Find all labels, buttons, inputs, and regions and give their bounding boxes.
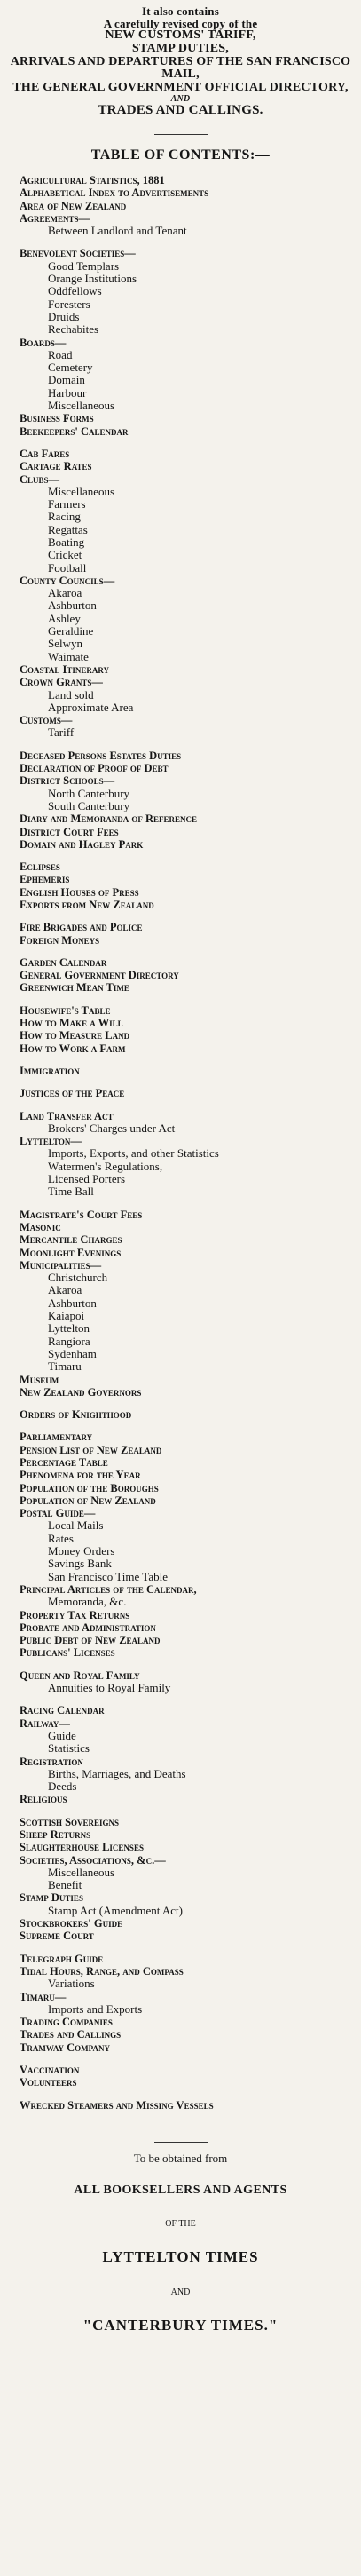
toc-subentry: Money Orders	[48, 1544, 115, 1558]
toc-group	[20, 1004, 352, 1055]
toc-subentry: Akaroa	[48, 586, 82, 600]
toc-subentry: Rechabites	[48, 322, 99, 337]
toc-group	[20, 860, 352, 911]
toc-subentry: Rates	[48, 1531, 74, 1545]
toc-group	[20, 1110, 352, 1199]
toc-entry: Orders of Knighthood	[20, 1408, 132, 1422]
toc-entry: Queen and Royal Family	[20, 1668, 140, 1682]
header-block	[9, 5, 352, 118]
toc-entry: Justices of the Peace	[20, 1087, 125, 1100]
header-line: It also contains	[142, 4, 219, 18]
toc-entry: Religious	[20, 1793, 67, 1806]
footer-and: AND	[170, 2287, 191, 2297]
toc-subentry: Ashley	[48, 611, 81, 625]
toc-entry: Area of New Zealand	[20, 199, 127, 212]
toc-entry: English Houses of Press	[20, 885, 139, 899]
toc-entry: Supreme Court	[20, 1930, 94, 1943]
toc-entry: Housewife's Table	[20, 1003, 111, 1017]
toc-subentry: Timaru	[48, 1359, 82, 1374]
toc-entry: Registration	[20, 1755, 83, 1768]
toc-subentry: Local Mails	[48, 1518, 104, 1533]
toc-subentry: Good Templars	[48, 258, 120, 273]
toc-group	[20, 1065, 352, 1077]
toc-subentry: Births, Marriages, and Deaths	[48, 1766, 186, 1780]
toc-entry: Fire Brigades and Police	[20, 921, 143, 934]
toc-subentry: North Canterbury	[48, 786, 130, 800]
toc-subentry: Racing	[48, 510, 81, 524]
toc-subentry: Land sold	[48, 687, 94, 701]
toc-entry: Ephemeris	[20, 873, 70, 886]
toc-entry: Public Debt of New Zealand	[20, 1634, 161, 1647]
toc-entry: Coastal Itinerary	[20, 662, 110, 676]
toc-entry: Pension List of New Zealand	[20, 1443, 162, 1456]
toc-entry: Population of the Boroughs	[20, 1481, 159, 1494]
toc-entry: Racing Calendar	[20, 1704, 105, 1717]
toc-subentry: Approximate Area	[48, 700, 134, 714]
toc-entry: Vaccination	[20, 2064, 80, 2077]
toc-subentry: Miscellaneous	[48, 399, 115, 413]
toc-subentry: Cemetery	[48, 361, 93, 375]
toc-entry: Clubs—	[20, 472, 60, 486]
toc-entry: How to Work a Farm	[20, 1042, 126, 1055]
toc-subentry: Savings Bank	[48, 1557, 112, 1571]
toc-entry: District Court Fees	[20, 825, 119, 838]
table-of-contents	[20, 174, 352, 2112]
toc-subentry: Brokers' Charges under Act	[48, 1121, 176, 1135]
footer-booksellers: ALL BOOKSELLERS AND AGENTS	[74, 2183, 287, 2197]
toc-subentry: Between Landlord and Tenant	[48, 224, 187, 238]
footer-paper-canterbury: "CANTERBURY TIMES."	[82, 2316, 279, 2334]
toc-entry: Benevolent Societies—	[20, 247, 136, 260]
toc-subentry: Miscellaneous	[48, 1865, 115, 1879]
toc-subentry: Benefit	[48, 1878, 82, 1892]
toc-entry: Railway—	[20, 1716, 70, 1730]
toc-entry: Sheep Returns	[20, 1828, 91, 1841]
toc-entry: District Schools—	[20, 774, 115, 788]
header-line: A carefully revised copy of the	[103, 16, 258, 30]
toc-entry: Societies, Associations, &c.—	[20, 1853, 166, 1867]
toc-entry: Phenomena for the Year	[20, 1469, 141, 1482]
toc-group	[20, 1953, 352, 2054]
toc-group	[20, 1669, 352, 1695]
toc-subentry: Road	[48, 347, 73, 361]
toc-subentry: Imports, Exports, and other Statistics	[48, 1146, 219, 1161]
toc-subentry: Guide	[48, 1728, 76, 1742]
toc-group	[20, 1408, 352, 1421]
toc-entry: Moonlight Evenings	[20, 1246, 122, 1259]
toc-entry: Masonic	[20, 1220, 61, 1233]
toc-entry: Agreements—	[20, 211, 90, 225]
toc-entry: Cab Fares	[20, 447, 70, 460]
toc-subentry: Lyttelton	[48, 1321, 90, 1336]
toc-entry: Crown Grants—	[20, 676, 103, 689]
toc-group	[20, 1431, 352, 1659]
toc-entry: Deceased Persons Estates Duties	[20, 749, 182, 762]
toc-subentry: Akaroa	[48, 1283, 82, 1297]
toc-entry: Telegraph Guide	[20, 1952, 104, 1965]
toc-group	[20, 174, 352, 237]
toc-entry: Boards—	[20, 336, 67, 349]
toc-subentry: Football	[48, 560, 87, 575]
toc-subentry: Time Ball	[48, 1185, 94, 1199]
toc-entry: How to Measure Land	[20, 1029, 130, 1042]
toc-subentry: Geraldine	[48, 624, 94, 638]
footer-paper-lyttelton: LYTTELTON TIMES	[102, 2247, 259, 2265]
toc-entry: Business Forms	[20, 412, 94, 425]
toc-subentry: Kaiapoi	[48, 1309, 85, 1323]
toc-entry: Garden Calendar	[20, 955, 107, 969]
toc-subentry: South Canterbury	[48, 798, 130, 812]
toc-entry: Beekeepers' Calendar	[20, 424, 129, 438]
toc-entry: Scottish Sovereigns	[20, 1815, 120, 1828]
toc-subentry: Regattas	[48, 522, 88, 536]
toc-subentry: Stamp Act (Amendment Act)	[48, 1903, 184, 1917]
toc-subentry: Druids	[48, 309, 80, 323]
toc-entry: Lyttelton—	[20, 1135, 82, 1148]
toc-subentry: Foresters	[48, 297, 90, 311]
footer-block	[9, 2142, 352, 2334]
toc-group	[20, 247, 352, 437]
toc-group	[20, 1209, 352, 1399]
toc-group	[20, 956, 352, 995]
toc-subentry: Orange Institutions	[48, 272, 137, 286]
toc-entry: Trades and Callings	[20, 2028, 122, 2041]
toc-entry: How to Make a Will	[20, 1017, 123, 1030]
divider	[154, 2142, 208, 2143]
toc-subentry: Rangiora	[48, 1334, 90, 1348]
toc-entry: Foreign Moneys	[20, 933, 100, 947]
toc-entry: Tidal Hours, Range, and Compass	[20, 1964, 184, 1978]
header-line: STAMP DUTIES,	[132, 41, 229, 55]
toc-title: TABLE OF CONTENTS:—	[90, 147, 271, 162]
toc-entry: Magistrate's Court Fees	[20, 1208, 143, 1221]
toc-entry: Greenwich Mean Time	[20, 981, 129, 995]
toc-subentry: Miscellaneous	[48, 484, 115, 498]
toc-entry: Wrecked Steamers and Missing Vessels	[20, 2098, 214, 2112]
toc-entry: Tramway Company	[20, 2041, 110, 2054]
toc-entry: Museum	[20, 1373, 59, 1386]
toc-entry: County Councils—	[20, 574, 115, 587]
toc-subentry: Watermen's Regulations,	[48, 1159, 163, 1173]
toc-subentry: Memoranda, &c.	[48, 1595, 127, 1609]
toc-entry: Municipalities—	[20, 1258, 102, 1272]
toc-subentry: Ashburton	[48, 598, 97, 613]
toc-subentry: Oddfellows	[48, 284, 102, 298]
toc-subentry: Licensed Porters	[48, 1172, 126, 1186]
toc-entry: Trading Companies	[20, 2016, 113, 2029]
toc-entry: New Zealand Governors	[20, 1385, 142, 1399]
toc-entry: Stockbrokers' Guide	[20, 1917, 123, 1930]
toc-entry: Eclipses	[20, 860, 60, 874]
toc-subentry: Sydenham	[48, 1346, 97, 1360]
toc-group	[20, 1704, 352, 1805]
toc-entry: Immigration	[20, 1064, 80, 1077]
toc-subentry: Domain	[48, 373, 85, 387]
toc-entry: Alphabetical Index to Advertisements	[20, 186, 209, 200]
toc-entry: Publicans' Licenses	[20, 1646, 115, 1660]
header-line: NEW CUSTOMS' TARIFF,	[105, 28, 256, 43]
toc-entry: Principal Articles of the Calendar,	[20, 1582, 197, 1596]
toc-subentry: Variations	[48, 1977, 95, 1991]
toc-group	[20, 1087, 352, 1099]
toc-subentry: Waimate	[48, 649, 89, 663]
toc-subentry: Deeds	[48, 1779, 77, 1794]
toc-entry: Postal Guide—	[20, 1507, 96, 1520]
toc-subentry: Harbour	[48, 385, 87, 400]
header-line: THE GENERAL GOVERNMENT OFFICIAL DIRECTORY,	[12, 81, 349, 95]
toc-entry: Slaughterhouse Licenses	[20, 1841, 144, 1854]
toc-entry: Probate and Administration	[20, 1621, 156, 1634]
toc-group	[20, 448, 352, 740]
divider	[154, 134, 208, 135]
toc-subentry: Cricket	[48, 548, 82, 562]
toc-entry: Stamp Duties	[20, 1891, 83, 1905]
toc-entry: Declaration of Proof of Debt	[20, 762, 169, 775]
toc-subentry: Ashburton	[48, 1296, 97, 1310]
toc-entry: Timaru—	[20, 1990, 67, 2003]
toc-entry: Customs—	[20, 714, 73, 727]
toc-group	[20, 921, 352, 947]
toc-entry: Agricultural Statistics, 1881	[20, 173, 165, 186]
toc-entry: Land Transfer Act	[20, 1109, 114, 1122]
toc-subentry: Annuities to Royal Family	[48, 1681, 171, 1695]
footer-obtain: To be obtained from	[133, 2151, 228, 2165]
toc-subentry: Selwyn	[48, 637, 82, 651]
toc-subentry: San Francisco Time Table	[48, 1569, 168, 1583]
toc-subentry: Tariff	[48, 725, 75, 740]
toc-entry: Population of New Zealand	[20, 1494, 156, 1507]
toc-entry: Volunteers	[20, 2076, 77, 2089]
toc-entry: Property Tax Returns	[20, 1608, 130, 1621]
toc-entry: Diary and Memoranda of Reference	[20, 812, 198, 826]
toc-entry: Percentage Table	[20, 1455, 108, 1469]
toc-subentry: Boating	[48, 535, 85, 549]
toc-entry: Domain and Hagley Park	[20, 837, 144, 851]
toc-group	[20, 749, 352, 851]
toc-subentry: Christchurch	[48, 1271, 108, 1285]
toc-entry: Mercantile Charges	[20, 1233, 122, 1247]
toc-group	[20, 2064, 352, 2089]
toc-entry: Parliamentary	[20, 1431, 93, 1444]
toc-group	[20, 2099, 352, 2112]
toc-entry: General Government Directory	[20, 969, 179, 982]
toc-subentry: Farmers	[48, 497, 86, 511]
toc-entry: Cartage Rates	[20, 460, 92, 473]
header-line: AND	[170, 93, 191, 104]
header-line: TRADES AND CALLINGS.	[98, 103, 263, 118]
toc-group	[20, 1816, 352, 1943]
toc-subentry: Statistics	[48, 1741, 90, 1756]
toc-subentry: Imports and Exports	[48, 2001, 143, 2016]
toc-entry: Exports from New Zealand	[20, 899, 154, 911]
footer-of-the: OF THE	[165, 2218, 196, 2229]
header-line: ARRIVALS AND DEPARTURES OF THE SAN FRANCISCO MAIL,	[10, 54, 351, 82]
